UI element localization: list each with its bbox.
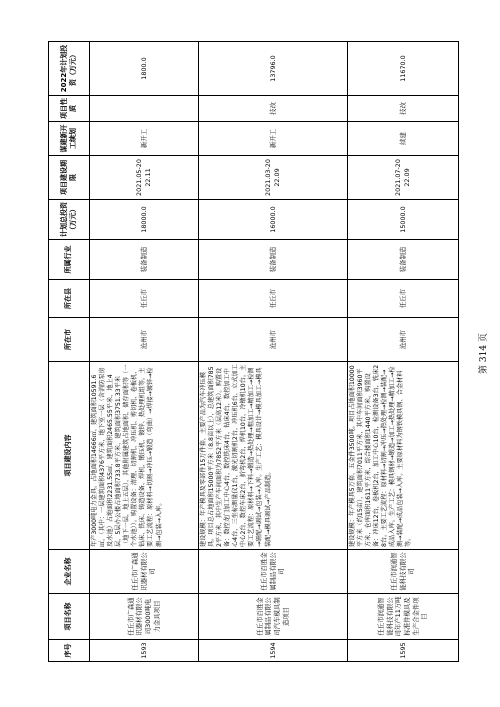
cell-status: 新开工 <box>90 122 199 156</box>
cell-county: 任丘市 <box>348 280 459 318</box>
header-industry: 所属行业 <box>49 240 90 280</box>
cell-investment: 15000.0 <box>348 200 459 240</box>
cell-city: 沧州市 <box>199 318 348 362</box>
header-county: 所在县 <box>49 280 90 318</box>
header-seq: 序号 <box>49 640 90 662</box>
cell-investment: 16000.0 <box>199 200 348 240</box>
cell-status: 新开工 <box>199 122 348 156</box>
cell-nature <box>90 96 199 122</box>
cell-period: 2021.07-2022.09 <box>348 156 459 200</box>
cell-seq: 1593 <box>90 640 199 662</box>
cell-seq: 1594 <box>199 640 348 662</box>
cell-company: 任丘市广森通讯器材有限公司 <box>90 550 199 594</box>
cell-name: 任丘市百胜金属制品有限公司汽车模具制造项目 <box>199 594 348 640</box>
cell-annual: 13796.0 <box>199 42 348 96</box>
cell-industry: 装备制造 <box>348 240 459 280</box>
table-row <box>90 42 199 662</box>
cell-name: 任丘市润通智能科技有限公司年产11万吨标准件模具及生产合金件项目 <box>348 594 459 640</box>
page-number: 第 314 页 <box>479 333 489 374</box>
cell-investment: 18000.0 <box>90 200 199 240</box>
cell-industry: 装备制造 <box>199 240 348 280</box>
cell-period: 2021.03-2022.09 <box>199 156 348 200</box>
cell-company: 任丘市润通智能科技有限公司 <box>348 550 459 594</box>
cell-seq: 1595 <box>348 640 459 662</box>
cell-content: 建设规模：年产模具5万套，五金件3500吨。项目占地面积10000平方米（约15亩），建筑面积7011平方米，其中车间面积3960平方米，仓库面积1611平方米，综合楼面积1440平方米。购置设备：冲床12台，卷板机2台，加工中心10台，检测设备3台，铣床28台。主要工艺流程：原材料→切割→冲压→热处理→检测→装配→成品入库。生产工艺：模具钢材→锻造→加工→热处理→精加工→检测→装配→成品包装→入库。主要原材料为钢铁模具钢、合金材料等。 <box>348 362 459 550</box>
cell-content: 年产3000吨电力金具。占地面积14666㎡，建筑面积10591.6㎡。（其中：一层建筑面积4376平方米，地下室一层（含消防泵房及水池）占地面积2231.55㎡，建筑面积2465.55平米，地上4层，5层办公楼占地面积733.8平方米，建筑面积3751.33平米（地下一层，地上五层），其他附属建筑占地面积，储存面积等（一个水池））。购置设备：清理、切割机、冲压机、剪切机、卷板机、钻床、铣床、铸造设备、焊机、锻压机、镀锌、热处理机组等。主要工艺流程：原材料→切割→冲压→锻造（弯曲）→焊接→镀锌→检测→包装→入库。 <box>90 362 199 550</box>
header-name: 项目名称 <box>49 594 90 640</box>
header-content: 项目建设内容 <box>49 362 90 550</box>
table-row <box>199 42 348 662</box>
header-annual: 2022年计划投资（万元） <box>49 42 90 96</box>
cell-city: 沧州市 <box>348 318 459 362</box>
table-row <box>348 42 459 662</box>
cell-annual: 11670.0 <box>348 42 459 96</box>
project-table <box>48 41 459 662</box>
header-city: 所在市 <box>49 318 90 362</box>
cell-nature: 技改 <box>348 96 459 122</box>
header-status: 谋建新开工续划 <box>49 122 90 156</box>
cell-name: 任丘市广森通讯器材有限公司3000吨电力金具项目 <box>90 594 199 640</box>
cell-annual: 1800.0 <box>90 42 199 96</box>
cell-company: 任丘市百胜金属制品有限公司 <box>199 550 348 594</box>
header-company: 企业名称 <box>49 550 90 594</box>
cell-industry: 装备制造 <box>90 240 199 280</box>
cell-city: 沧州市 <box>90 318 199 362</box>
cell-nature: 技改 <box>199 96 348 122</box>
cell-status: 续建 <box>348 122 459 156</box>
header-investment: 计划总投资（万元） <box>49 200 90 240</box>
cell-county: 任丘市 <box>199 280 348 318</box>
cell-content: 建设规模：年产模具及零部件15万件套，主要产品为汽车冲压模具。项目总占地面积15000平方米（8.8亩以上），总建筑面积7852平方米，其中生产车间面积为7852平方米（层高12米）。购置设备：数控龙门加工中心4台，数控铣床4台，钻床4台，数控加工中心4台，三坐标测量仪1台，激光切割机2台，冲压机6台，立式加工中心2台，数控车床2台，折弯机2台，焊机10台，冷镦机10台。主要工艺流程：原材料→下料→锻造→热处理→粗加工→精加工→检测→研配→调试→包装→入库。生产工艺：模具设计→模具加工→模具装配→模具调试→产品制造。 <box>199 362 348 550</box>
header-period: 项目建设期限 <box>49 156 90 200</box>
cell-period: 2021.05-2022.11 <box>90 156 199 200</box>
header-nature: 项目性质 <box>49 96 90 122</box>
table-header-row <box>49 42 90 662</box>
cell-county: 任丘市 <box>90 280 199 318</box>
